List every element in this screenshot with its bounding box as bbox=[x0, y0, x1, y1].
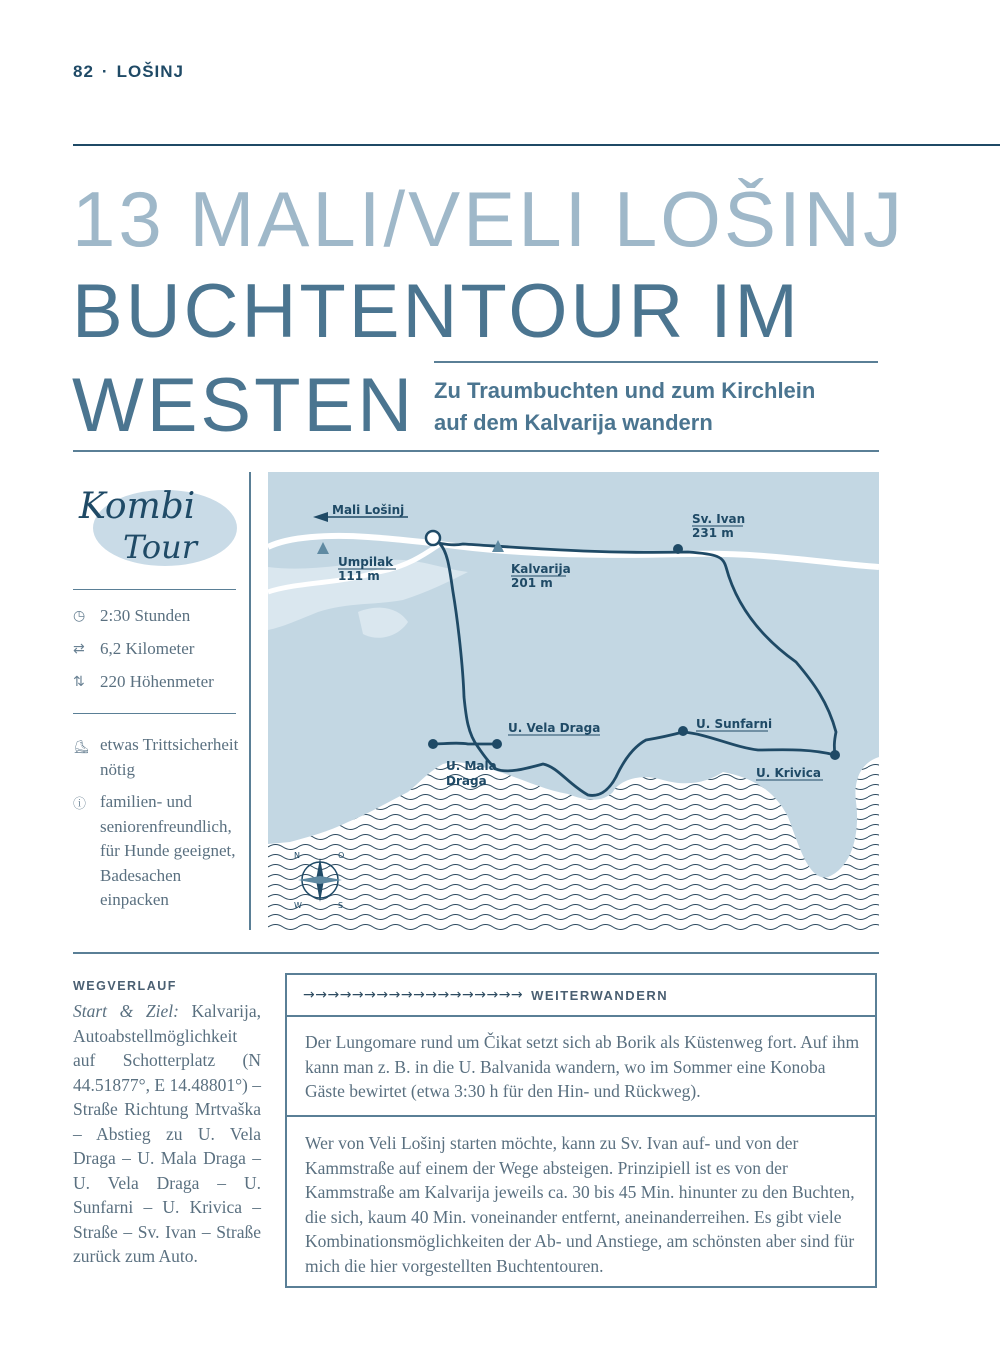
compass-s: S bbox=[338, 901, 344, 910]
header-rule bbox=[73, 144, 1000, 146]
compass-o: O bbox=[338, 851, 345, 860]
subtitle-rule bbox=[434, 361, 878, 363]
note-surefooted bbox=[73, 733, 248, 782]
label-mala-draga-2: Draga bbox=[446, 774, 487, 788]
tour-notes bbox=[73, 733, 248, 921]
kombi-tour-badge bbox=[75, 478, 240, 573]
label-vela-draga: U. Vela Draga bbox=[508, 721, 601, 735]
tour-subtitle bbox=[434, 375, 884, 439]
label-mala-draga-1: U. Mala bbox=[446, 759, 497, 773]
section-name: LOŠINJ bbox=[116, 62, 184, 81]
map-rule bbox=[73, 952, 879, 954]
label-kalvarija: Kalvarija bbox=[511, 562, 571, 576]
start-point-marker bbox=[426, 531, 440, 545]
weiterwandern-paragraph-2: Wer von Veli Lošinj starten möchte, kann zu Sv. Ivan auf- und von der Kammstraße auf einem der Wege absteigen. Prinzipiell ist es von der Kammstraße am Kalvarija jeweils ca. 30 bis 45 Min. hinunter zu den Buchten, die sich, kaum 40 Min. voneinander entfernt, aneinanderreihen. Es gibt viele Kombinationsmöglichkeiten der Ab- und Anstiege, am schönsten aber sind für mich die hier vorgestellten Buchtentouren. bbox=[305, 1133, 855, 1276]
vela-draga-marker bbox=[492, 739, 502, 749]
route-map bbox=[268, 472, 879, 932]
arrow-row-icon: →→→→→→→→→→→→→→→→→→ bbox=[303, 987, 524, 1003]
title-rule bbox=[73, 450, 879, 452]
note-text: familien- und seniorenfreundlich, für Hunde geeignet, Badesachen einpacken bbox=[100, 792, 236, 909]
tour-title-number: 13 MALI/VELI LOŠINJ bbox=[72, 175, 906, 263]
note-text: etwas Trittsicherheit nötig bbox=[100, 735, 239, 779]
mala-draga-marker bbox=[428, 739, 438, 749]
fact-text: 220 Höhenmeter bbox=[100, 672, 214, 691]
badge-word-tour: Tour bbox=[123, 528, 198, 566]
page-number: 82 bbox=[73, 62, 94, 81]
label-sv-ivan: Sv. Ivan bbox=[692, 512, 746, 526]
weiterwandern-divider bbox=[287, 1115, 875, 1117]
subtitle-line-1: Zu Traumbuchten und zum Kirchlein bbox=[434, 378, 816, 403]
header-separator: · bbox=[101, 62, 109, 81]
sidebar-rule-1 bbox=[73, 589, 236, 590]
note-family bbox=[73, 790, 248, 913]
label-sunfarni: U. Sunfarni bbox=[696, 717, 773, 731]
clock-icon: ◷ bbox=[73, 608, 86, 624]
label-mali-losinj: Mali Lošinj bbox=[332, 503, 405, 517]
tour-facts bbox=[73, 606, 248, 705]
label-umpilak: Umpilak bbox=[338, 555, 394, 569]
label-kalvarija-alt: 201 m bbox=[511, 576, 553, 590]
fact-text: 6,2 Kilometer bbox=[100, 639, 195, 658]
fact-elevation bbox=[73, 672, 248, 705]
krivica-marker bbox=[830, 750, 840, 760]
route-spur-mala-draga bbox=[433, 743, 496, 744]
distance-arrows-icon: ⇄ bbox=[73, 641, 85, 657]
boot-icon: ⛸ bbox=[73, 740, 90, 755]
elevation-arrows-icon: ⇅ bbox=[73, 674, 85, 690]
compass-w: W bbox=[294, 901, 302, 910]
info-icon: ⓘ bbox=[73, 797, 87, 812]
sidebar-divider bbox=[249, 472, 251, 930]
weiterwandern-box bbox=[285, 973, 877, 1288]
compass-n: N bbox=[294, 851, 300, 860]
fact-duration bbox=[73, 606, 248, 639]
sidebar-rule-2 bbox=[73, 713, 236, 714]
label-sv-ivan-alt: 231 m bbox=[692, 526, 734, 540]
weiterwandern-header bbox=[287, 975, 875, 1017]
subtitle-line-2: auf dem Kalvarija wandern bbox=[434, 410, 713, 435]
tour-title-line-2: WESTEN bbox=[72, 363, 416, 448]
wegverlauf-text bbox=[73, 999, 261, 1269]
badge-word-kombi: Kombi bbox=[79, 486, 196, 527]
label-umpilak-alt: 111 m bbox=[338, 569, 380, 583]
sunfarni-marker bbox=[678, 726, 688, 736]
fact-distance bbox=[73, 639, 248, 672]
tour-title-line-1: BUCHTENTOUR IM bbox=[72, 269, 801, 354]
weiterwandern-paragraph-1: Der Lungomare rund um Čikat setzt sich ab Borik als Küstenweg fort. Auf ihm kann man z. B. in die U. Balvanida wandern, wo im Sommer eine Konoba Gäste bewirtet (etwa 3:30 h für den Hin- und Rückweg). bbox=[305, 1032, 860, 1101]
running-header bbox=[73, 62, 184, 82]
start-label: Start & Ziel: bbox=[73, 1001, 179, 1021]
fact-text: 2:30 Stunden bbox=[100, 606, 191, 625]
weiterwandern-heading: WEITERWANDERN bbox=[531, 987, 669, 1003]
label-krivica: U. Krivica bbox=[756, 766, 821, 780]
wegverlauf-heading: WEGVERLAUF bbox=[73, 979, 177, 993]
route-description: Kalvarija, Autoabstellmöglichkeit auf Schotterplatz (N 44.51877°, E 14.48801°) – Straße Richtung Mrtvaška – Abstieg zu U. Vela Draga – U. Mala Draga – U. Vela Draga – U. Sunfarni – U. Krivica – Straße – Sv. Ivan – Straße zurück zum Auto. bbox=[73, 1001, 262, 1266]
sv-ivan-marker bbox=[673, 544, 683, 554]
